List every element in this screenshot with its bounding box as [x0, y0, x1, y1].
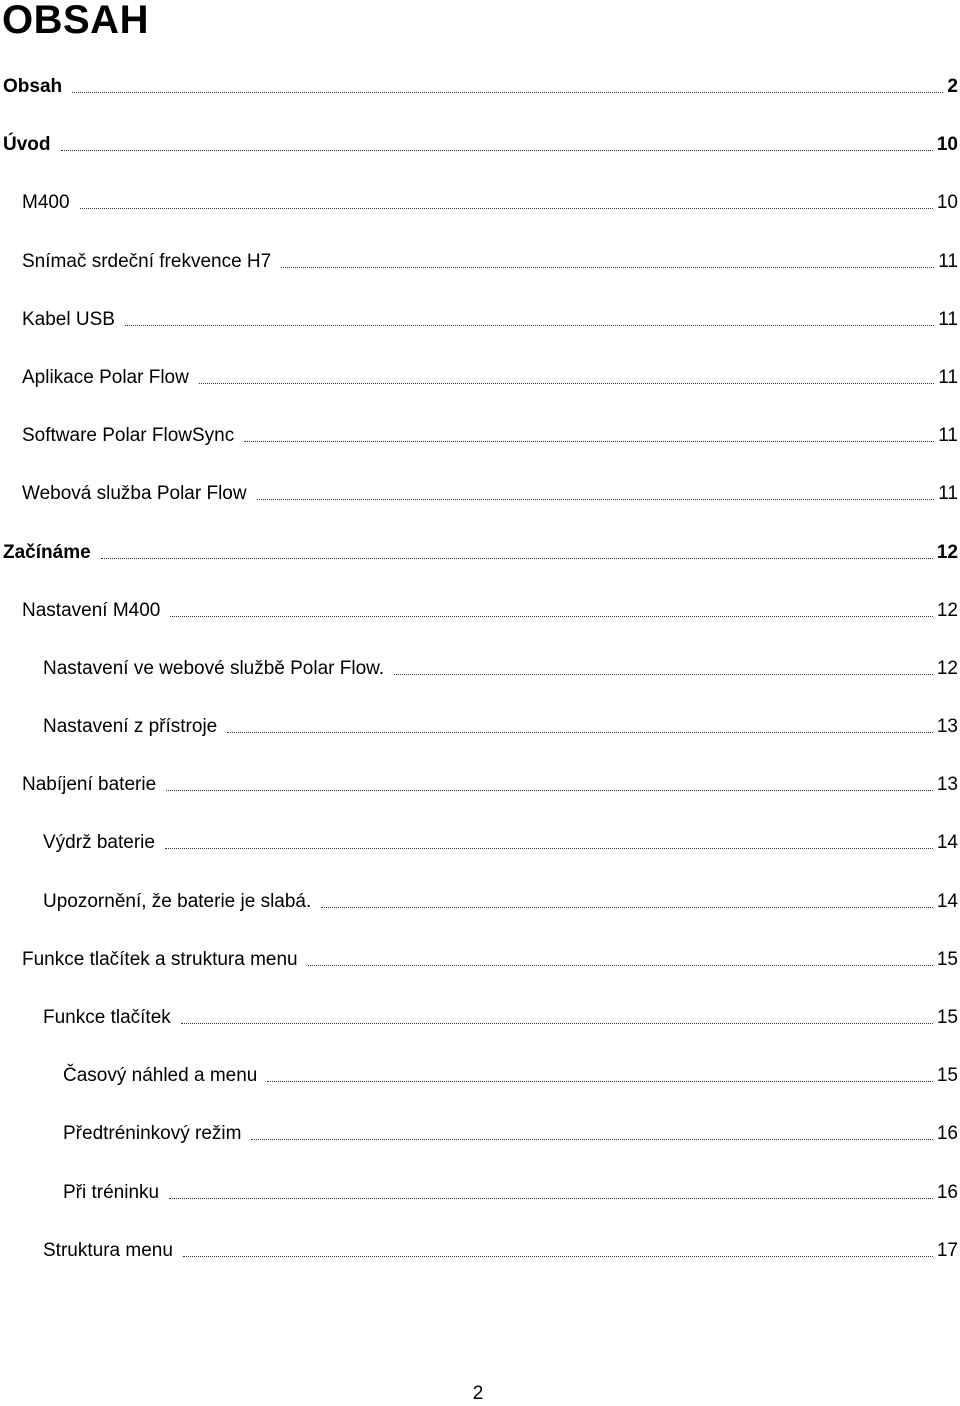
page-title: OBSAH — [2, 0, 149, 42]
dot-leader — [267, 1063, 933, 1082]
toc-entry[interactable] — [0, 471, 960, 529]
toc-entry-page: 2 — [947, 76, 958, 97]
toc-entry-label: Kabel USB — [22, 308, 115, 330]
toc-entry-page: 12 — [936, 657, 958, 679]
toc-entry-label: Funkce tlačítek — [43, 1007, 171, 1028]
dot-leader — [181, 1005, 933, 1024]
toc-entry[interactable] — [0, 180, 960, 238]
toc-entry-page: 10 — [936, 192, 958, 214]
dot-leader — [308, 947, 933, 966]
toc-entry[interactable] — [0, 704, 960, 762]
dot-leader — [101, 540, 933, 559]
toc-entry-page: 14 — [936, 890, 958, 912]
dot-leader — [165, 830, 933, 849]
page-number: 2 — [472, 1383, 484, 1404]
toc-entry-page: 15 — [936, 1065, 958, 1087]
toc-entry-label: Webová služba Polar Flow — [22, 483, 247, 505]
toc-entry-page: 16 — [936, 1123, 958, 1145]
toc-entry-page: 11 — [938, 250, 958, 272]
toc-entry-page: 11 — [938, 308, 958, 330]
toc-entry-label: Upozornění, že baterie je slabá. — [43, 890, 312, 912]
dot-leader — [251, 1121, 932, 1140]
toc-entry-page: 13 — [936, 774, 958, 796]
toc-entry[interactable] — [0, 64, 960, 122]
toc-entry[interactable] — [0, 530, 960, 588]
dot-leader — [169, 1180, 933, 1199]
toc-entry[interactable] — [0, 1053, 960, 1111]
dot-leader — [321, 889, 933, 908]
dot-leader — [170, 598, 933, 617]
toc-entry-page: 11 — [938, 425, 958, 447]
toc-entry[interactable] — [0, 1111, 960, 1169]
toc-entry[interactable] — [0, 239, 960, 297]
toc-entry[interactable] — [0, 355, 960, 413]
toc-entry-page: 15 — [936, 1007, 958, 1028]
toc-entry-label: Struktura menu — [43, 1239, 173, 1261]
toc-entry-label: Nastavení ve webové službě Polar Flow. — [43, 657, 385, 679]
dot-leader — [80, 190, 933, 209]
toc-entry-page: 11 — [938, 483, 958, 505]
toc-entry-label: Předtréninkový režim — [63, 1123, 242, 1145]
table-of-contents — [0, 64, 960, 1286]
dot-leader — [394, 656, 933, 675]
toc-entry-label: Nastavení z přístroje — [43, 716, 218, 738]
toc-entry-label: Software Polar FlowSync — [22, 425, 235, 447]
toc-entry-page: 14 — [936, 832, 958, 854]
toc-entry-label: Úvod — [3, 134, 51, 156]
toc-entry-label: Obsah — [3, 76, 63, 97]
toc-entry[interactable] — [0, 937, 960, 995]
toc-entry-label: Začínáme — [3, 541, 91, 563]
toc-entry-page: 15 — [936, 948, 958, 970]
toc-entry-page: 12 — [936, 599, 958, 621]
toc-entry[interactable] — [0, 122, 960, 180]
toc-entry-label: Nabíjení baterie — [22, 774, 157, 796]
toc-entry[interactable] — [0, 762, 960, 820]
toc-entry[interactable] — [0, 297, 960, 355]
toc-entry[interactable] — [0, 1228, 960, 1286]
toc-entry[interactable] — [0, 879, 960, 937]
toc-entry-label: Funkce tlačítek a struktura menu — [22, 948, 298, 970]
toc-entry-label: Snímač srdeční frekvence H7 — [22, 250, 272, 272]
toc-entry[interactable] — [0, 413, 960, 471]
dot-leader — [125, 307, 934, 326]
toc-entry-label: Nastavení M400 — [22, 599, 161, 621]
toc-entry-page: 13 — [936, 716, 958, 738]
toc-entry-page: 11 — [938, 366, 958, 388]
toc-entry[interactable] — [0, 995, 960, 1053]
toc-entry-page: 17 — [936, 1239, 958, 1261]
toc-entry-page: 12 — [936, 541, 958, 563]
dot-leader — [199, 365, 934, 384]
dot-leader — [61, 132, 933, 151]
toc-entry-label: Při tréninku — [63, 1181, 160, 1203]
toc-entry[interactable] — [0, 820, 960, 878]
toc-entry-page: 16 — [936, 1181, 958, 1203]
dot-leader — [257, 481, 935, 500]
toc-entry-label: Časový náhled a menu — [63, 1065, 258, 1087]
dot-leader — [281, 249, 934, 268]
toc-entry-label: M400 — [22, 192, 70, 214]
toc-entry[interactable] — [0, 1170, 960, 1228]
dot-leader — [166, 772, 933, 791]
toc-entry[interactable] — [0, 646, 960, 704]
toc-entry-page: 10 — [936, 134, 958, 156]
dot-leader — [244, 423, 934, 442]
dot-leader — [227, 714, 933, 733]
toc-entry[interactable] — [0, 588, 960, 646]
dot-leader — [183, 1238, 933, 1257]
toc-entry-label: Aplikace Polar Flow — [22, 366, 189, 388]
toc-entry-label: Výdrž baterie — [43, 832, 155, 854]
dot-leader — [72, 74, 943, 93]
